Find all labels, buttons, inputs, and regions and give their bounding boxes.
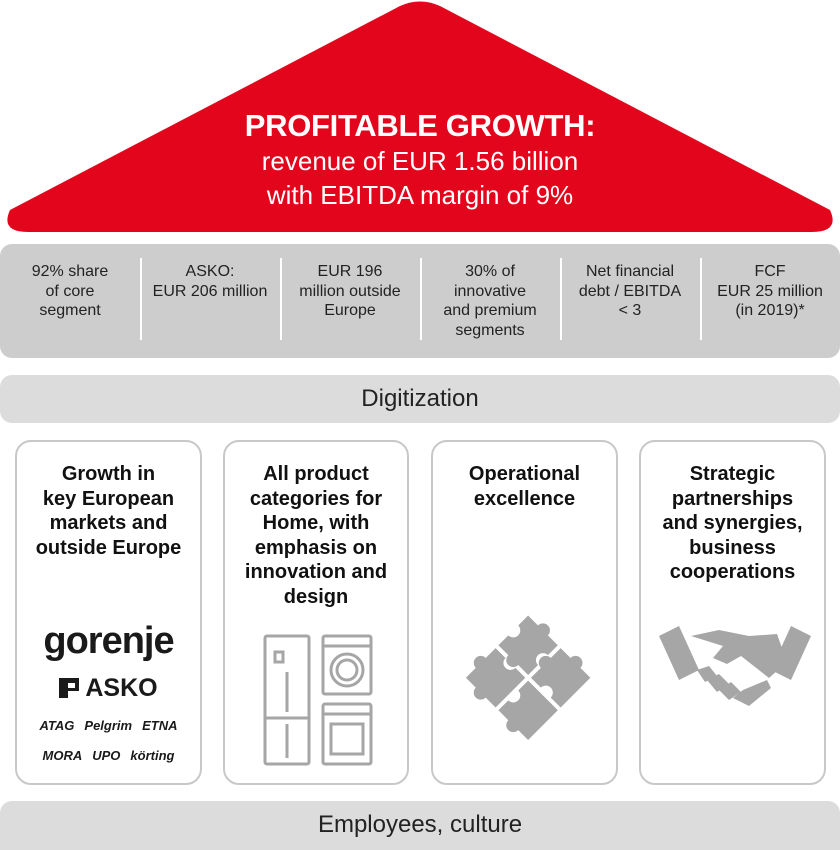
pillar-title: All product categories for Home, with emphasis on innovation and design (244, 463, 388, 608)
mora-logo: MORA (42, 748, 83, 763)
metric-fcf: FCF EUR 25 million (in 2019)* (700, 244, 840, 358)
digitization-bar: Digitization (0, 375, 840, 423)
asko-logo (17, 674, 200, 703)
pillar-operational-excellence (431, 440, 618, 785)
metric-outside-europe: EUR 196 million outside Europe (280, 244, 420, 358)
gorenje-logo: gorenje (43, 620, 174, 662)
roof-text (0, 108, 840, 212)
appliances-icon (261, 632, 381, 772)
pillar-product-categories (223, 440, 409, 785)
atag-logo: ATAG (39, 718, 75, 733)
pillar-strategic-partnerships (639, 440, 826, 785)
pillar-title: Strategic partnerships and synergies, business cooperations (662, 463, 803, 583)
korting-logo: körting (130, 748, 175, 763)
handshake-icon (657, 622, 813, 712)
roof-line-2: with EBITDA margin of 9% (266, 180, 574, 210)
metric-net-debt: Net financial debt / EBITDA < 3 (560, 244, 700, 358)
etna-logo: ETNA (142, 718, 178, 733)
asko-mark-icon (59, 678, 79, 698)
upo-logo: UPO (92, 748, 121, 763)
brand-row-1 (17, 718, 200, 733)
metric-core-share: 92% share of core segment (31, 263, 109, 319)
roof-line-1: revenue of EUR 1.56 billion (261, 146, 579, 176)
roof-title: PROFITABLE GROWTH: (244, 108, 596, 143)
pillar-title: Growth in key European markets and outside Europe (35, 463, 182, 559)
metrics-band (0, 244, 840, 358)
metric-premium-segments: 30% of innovative and premium segments (420, 244, 560, 358)
brand-row-2 (17, 748, 200, 763)
pelgrim-logo: Pelgrim (84, 718, 133, 733)
pillar-growth (15, 440, 202, 785)
pillar-title: Operational excellence (468, 463, 581, 510)
metric-asko: ASKO: EUR 206 million (140, 244, 280, 358)
puzzle-icon (451, 590, 601, 750)
employees-culture-bar: Employees, culture (0, 801, 840, 850)
asko-logo-text: ASKO (85, 674, 158, 702)
